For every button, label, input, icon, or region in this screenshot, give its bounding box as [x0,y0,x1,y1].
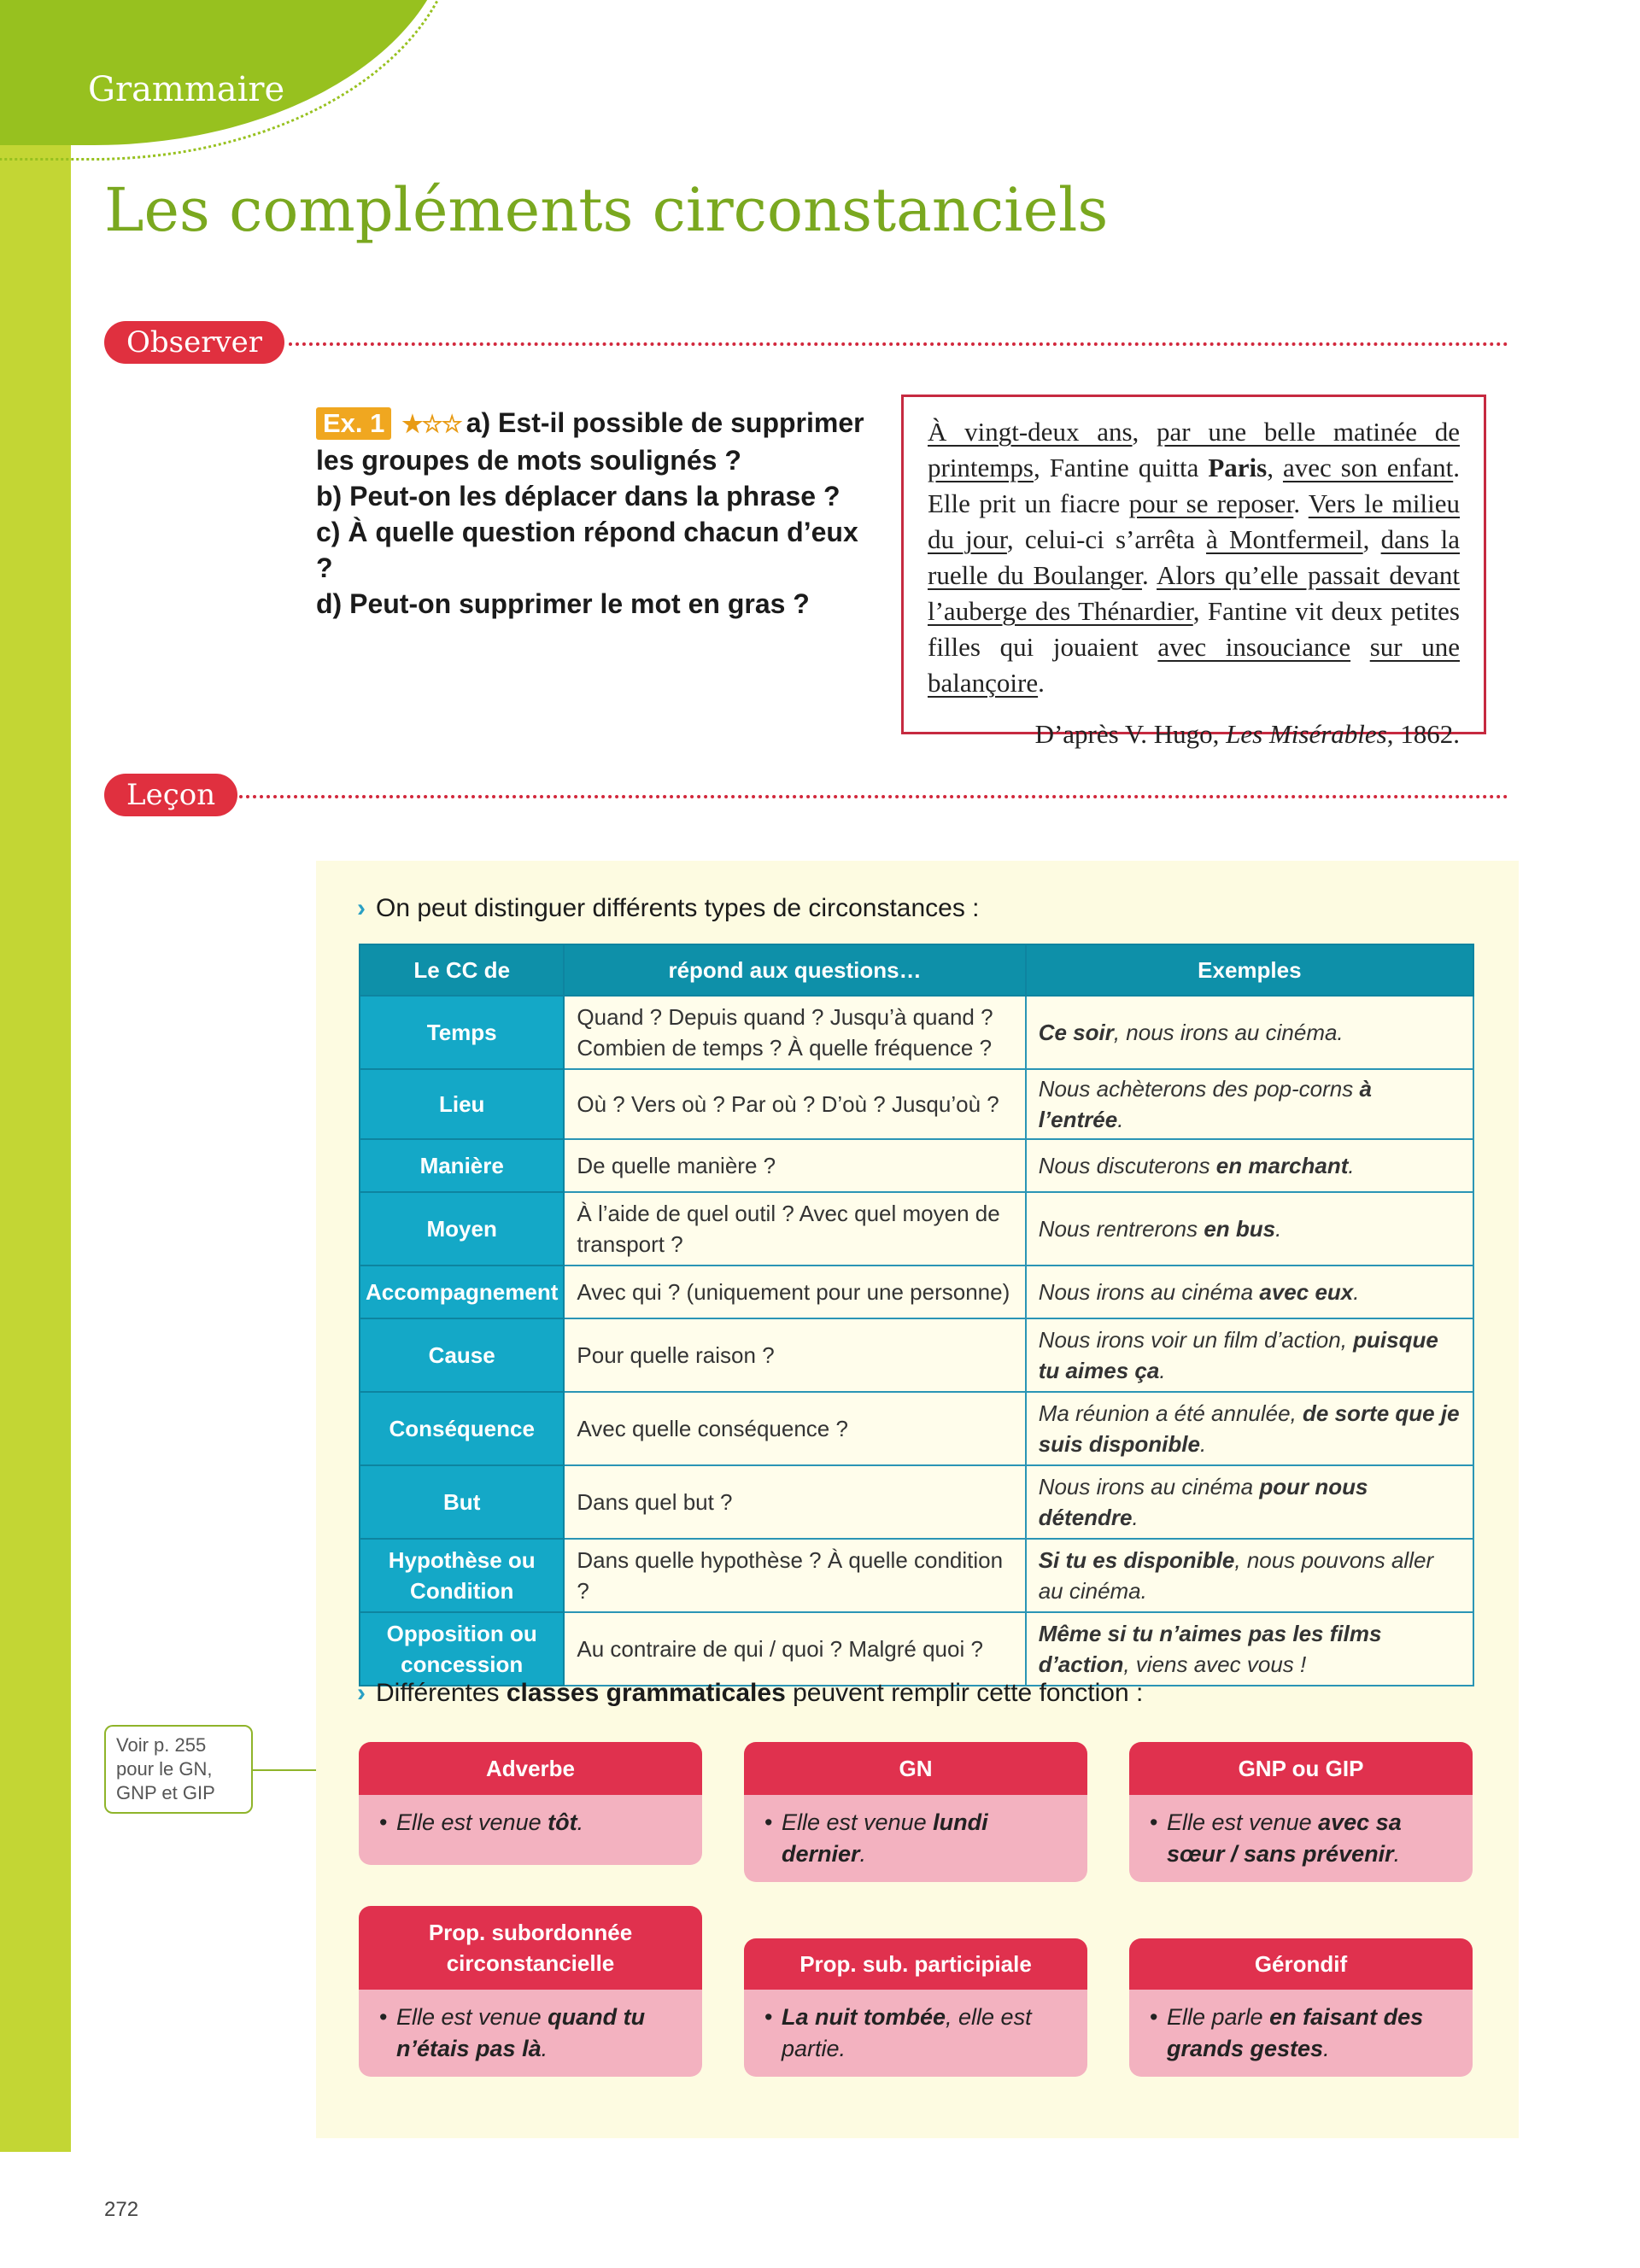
cc-example: Ce soir, nous irons au cinéma. [1026,996,1473,1069]
source-suffix: , 1862. [1386,719,1460,749]
table-header-row [360,944,1473,996]
grammar-class-card [359,1742,702,1865]
cc-example: Nous discuterons en marchant. [1026,1139,1473,1192]
table-row [360,996,1473,1069]
grammar-class-card [359,1906,702,2077]
bullet: • [379,1809,388,1835]
cc-example: Ma réunion a été annulée, de sorte que je suis disponible. [1026,1392,1473,1465]
card-title: Adverbe [359,1742,702,1795]
cc-category: Manière [360,1139,564,1192]
quote-source [928,716,1460,752]
cc-category: Accompagnement [360,1266,564,1318]
quote-text-part: , [1362,524,1381,554]
question-a: a) Est-il possible de supprimer les groupes de mots soulignés ? [316,407,864,476]
question-d: d) Peut-on supprimer le mot en gras ? [316,588,810,619]
col-header: Exemples [1026,944,1473,996]
quote-text [928,414,1460,701]
cc-underline: avec insouciance [1157,632,1351,662]
quote-box [901,395,1486,749]
lead-classes-part: Différentes [376,1679,507,1707]
cc-category: But [360,1465,564,1539]
table-row [360,1192,1473,1266]
cc-example: Si tu es disponible, nous pouvons aller au cinéma. [1026,1539,1473,1612]
bullet: • [379,2004,388,2030]
page-title: Les compléments circonstanciels [104,175,1109,245]
card-example: • Elle est venue lundi dernier. [744,1795,1087,1882]
quote-text-part: , Fantine quitta [1034,453,1209,482]
page-number: 272 [104,2198,139,2221]
source-prefix: D’après V. Hugo, [1034,719,1227,749]
cc-questions: Avec qui ? (uniquement pour une personne) [564,1266,1025,1318]
card-example: • Elle parle en faisant des grands gestes. [1129,1990,1473,2077]
quote-text-part: , celui-ci s’arrêta [1006,524,1207,554]
exercise-block [316,405,880,622]
source-title: Les Misérables [1226,719,1387,749]
quote-text-part: . [1141,560,1157,590]
left-sidebar-band [0,0,71,2152]
card-example: • Elle est venue tôt. [359,1795,702,1865]
cc-underline: à Montfermeil [1206,524,1363,554]
cc-example: Même si tu n’aimes pas les films d’action, viens avec vous ! [1026,1612,1473,1686]
card-example: • La nuit tombée, elle est partie. [744,1990,1087,2077]
cc-underline: avec son enfant [1282,453,1454,482]
chevron-right-icon: › [357,894,366,922]
cc-category: Moyen [360,1192,564,1266]
cc-questions: De quelle manière ? [564,1139,1025,1192]
cc-example: Nous irons au cinéma avec eux. [1026,1266,1473,1318]
difficulty-stars-icon: ★☆☆ [401,411,461,437]
quote-text-part [1350,632,1370,662]
cc-category: Cause [360,1318,564,1392]
table-row [360,1266,1473,1318]
cc-underline: sur une balançoire [928,632,1460,698]
lead-classes-part: peuvent remplir cette fonction : [785,1679,1144,1707]
cc-questions: Avec quelle conséquence ? [564,1392,1025,1465]
table-row [360,1318,1473,1392]
table-row [360,1069,1473,1139]
cross-reference-note: Voir p. 255 pour le GN, GNP et GIP [104,1725,253,1814]
note-connector [253,1769,316,1771]
section-label: Grammaire [88,70,285,109]
lead-classes [357,1679,1143,1708]
chevron-right-icon: › [357,1679,366,1707]
quote-text-part: , [1267,453,1283,482]
card-title: Gérondif [1129,1938,1473,1990]
col-header: Le CC de [360,944,564,996]
bullet: • [1150,1809,1158,1835]
question-c: c) À quelle question répond chacun d’eux ? [316,517,858,583]
table-row [360,1539,1473,1612]
grammar-class-card [1129,1938,1473,2077]
grammar-class-card [744,1742,1087,1882]
bullet: • [764,2004,773,2030]
cc-questions: Au contraire de qui / quoi ? Malgré quoi ? [564,1612,1025,1686]
table-row [360,1392,1473,1465]
cc-questions: Où ? Vers où ? Par où ? D’où ? Jusqu’où ? [564,1069,1025,1139]
lead-classes-bold: classes grammaticales [506,1679,786,1707]
card-title: GN [744,1742,1087,1795]
cc-underline: Vers le milieu du jour [928,488,1460,554]
card-title: Prop. sub. participiale [744,1938,1087,1990]
cc-questions: Dans quel but ? [564,1465,1025,1539]
quote-text-part: , Fantine vit deux petites filles qui jouaient [928,596,1460,662]
question-b: b) Peut-on les déplacer dans la phrase ? [316,481,840,511]
table-row [360,1465,1473,1539]
cc-example: Nous achèterons des pop-corns à l’entrée. [1026,1069,1473,1139]
grammar-class-card [1129,1742,1473,1882]
table-row [360,1139,1473,1192]
lesson-label: Leçon [104,774,237,816]
cc-questions: À l’aide de quel outil ? Avec quel moyen de transport ? [564,1192,1025,1266]
cc-example: Nous irons voir un film d’action, puisque tu aimes ça. [1026,1318,1473,1392]
card-title: Prop. subordonnée circonstancielle [359,1906,702,1990]
cc-questions: Pour quelle raison ? [564,1318,1025,1392]
quote-text-part: . Elle prit un fiacre [928,453,1460,518]
cc-underline: À vingt-deux ans [928,417,1133,447]
cc-table [359,944,1474,1686]
observer-divider [289,342,1508,346]
cc-underline: dans la ruelle du Boulanger [928,524,1460,590]
cc-underline: Alors qu’elle passait devant l’auberge des Thénardier [928,560,1460,626]
card-example: • Elle est venue quand tu n’étais pas là. [359,1990,702,2077]
cc-category: Conséquence [360,1392,564,1465]
exercise-tag: Ex. 1 [316,407,391,440]
card-title: GNP ou GIP [1129,1742,1473,1795]
lead-circumstances [357,894,980,923]
bold-word: Paris [1208,453,1268,482]
card-example: • Elle est venue avec sa sœur / sans prévenir. [1129,1795,1473,1882]
observer-label: Observer [104,321,284,364]
cc-category: Opposition ou concession [360,1612,564,1686]
cc-category: Hypothèse ou Condition [360,1539,564,1612]
cc-example: Nous rentrerons en bus. [1026,1192,1473,1266]
cc-underline: par une belle matinée de printemps [928,417,1460,482]
bullet: • [1150,2004,1158,2030]
lead-circumstances-text: On peut distinguer différents types de circonstances : [376,894,980,922]
grammar-class-card [744,1938,1087,2077]
quote-text-part: . [1038,668,1045,698]
lesson-divider [239,795,1508,798]
cc-underline: pour se reposer [1128,488,1294,518]
quote-text-part: . [1293,488,1309,518]
cc-example: Nous irons au cinéma pour nous détendre. [1026,1465,1473,1539]
cc-category: Temps [360,996,564,1069]
cc-questions: Quand ? Depuis quand ? Jusqu’à quand ? Combien de temps ? À quelle fréquence ? [564,996,1025,1069]
table-row [360,1612,1473,1686]
bullet: • [764,1809,773,1835]
col-header: répond aux questions… [564,944,1025,996]
cc-category: Lieu [360,1069,564,1139]
quote-text-part: , [1132,417,1157,447]
cc-questions: Dans quelle hypothèse ? À quelle condition ? [564,1539,1025,1612]
